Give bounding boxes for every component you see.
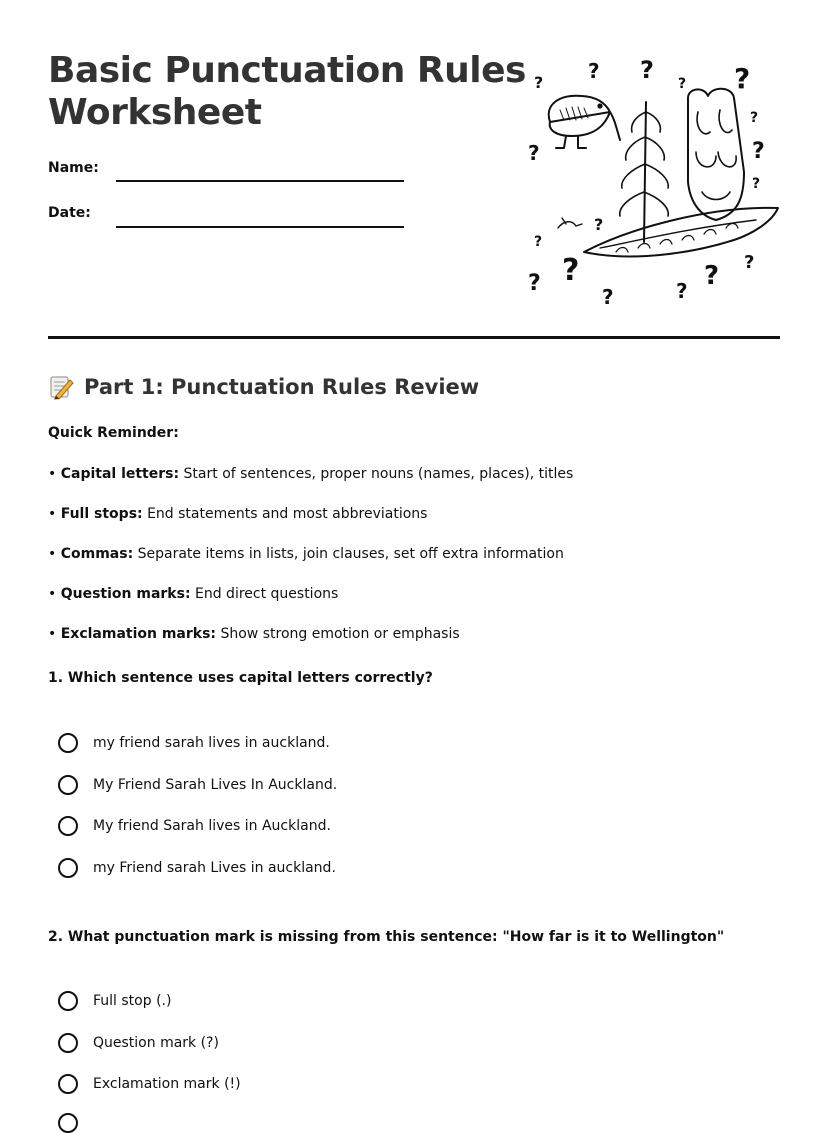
q2-option-b[interactable] [58,1033,219,1053]
small-bird-icon [558,218,582,228]
bullet: • [48,586,57,602]
kiwi-bird-icon [549,96,620,140]
question-mark-icon: ? [734,62,751,95]
question-mark-icon: ? [752,139,765,164]
radio-button[interactable] [58,858,78,878]
radio-button[interactable] [58,991,78,1011]
option-label: my friend sarah lives in auckland. [93,735,330,751]
reminder-term: Question marks: [60,586,191,602]
bullet: • [48,466,57,482]
option-label: Question mark (?) [93,1035,219,1051]
q1-option-b[interactable] [58,775,337,795]
question-mark-icon: ? [594,215,604,234]
name-label: Name: [48,160,99,176]
reminder-item [48,546,564,562]
name-line[interactable] [116,180,404,182]
radio-button[interactable] [58,816,78,836]
question-mark-icon: ? [562,253,580,288]
reminder-term: Exclamation marks: [60,626,217,642]
question-mark-icon: ? [528,271,541,296]
bullet: • [48,506,57,522]
bullet: • [48,626,57,642]
reminder-desc: End direct questions [190,586,339,602]
kiwi-fern-carving-illustration [520,52,792,314]
question-mark-icon: ? [704,261,720,291]
question-2: 2. What punctuation mark is missing from this sentence: "How far is it to Wellington" [48,929,725,945]
reminder-item [48,626,460,642]
question-mark-icon: ? [588,59,600,83]
question-1: 1. Which sentence uses capital letters correctly? [48,670,433,686]
question-mark-icon: ? [602,285,614,309]
q1-option-c[interactable] [58,816,331,836]
q2-option-a[interactable] [58,991,171,1011]
option-label: my Friend sarah Lives in auckland. [93,860,336,876]
reminder-desc: Show strong emotion or emphasis [216,626,460,642]
question-mark-icon: ? [640,56,654,84]
radio-button[interactable] [58,1113,78,1133]
reminder-term: Capital letters: [60,466,180,482]
q2-option-c[interactable] [58,1074,241,1094]
option-label: My Friend Sarah Lives In Auckland. [93,777,338,793]
option-label: Exclamation mark (!) [93,1076,241,1092]
reminder-desc: Start of sentences, proper nouns (names, places), titles [179,466,574,482]
date-label: Date: [48,205,91,221]
worksheet-title [48,50,526,134]
reminder-item [48,466,573,482]
reminder-heading: Quick Reminder: [48,425,179,441]
reminder-term: Commas: [60,546,134,562]
question-mark-icon: ? [752,176,761,192]
radio-button[interactable] [58,1074,78,1094]
date-line[interactable] [116,226,404,228]
question-mark-icon: ? [528,141,540,165]
question-mark-icon: ? [750,110,759,126]
question-mark-icon: ? [534,73,544,92]
radio-button[interactable] [58,775,78,795]
q1-option-d[interactable] [58,858,336,878]
radio-button[interactable] [58,733,78,753]
reminder-term: Full stops: [60,506,143,522]
section-title-text: Part 1: Punctuation Rules Review [84,375,480,399]
reminder-item [48,506,427,522]
question-mark-icon: ? [676,279,688,303]
q2-option-d[interactable] [58,1113,93,1133]
option-label: Full stop (.) [93,993,172,1009]
pencil-memo-icon [48,374,74,400]
question-mark-icon: ? [744,252,755,273]
radio-button[interactable] [58,1033,78,1053]
reminder-item [48,586,338,602]
section-title [48,374,479,400]
title-line-2: Worksheet [48,92,262,133]
reminder-desc: Separate items in lists, join clauses, set off extra information [133,546,564,562]
question-mark-icon: ? [534,234,543,250]
section-divider [48,336,780,339]
fern-icon [644,102,646,242]
bullet: • [48,546,57,562]
reminder-desc: End statements and most abbreviations [142,506,428,522]
question-mark-icon: ? [678,76,687,92]
title-line-1: Basic Punctuation Rules [48,50,526,91]
q1-option-a[interactable] [58,733,330,753]
option-label: My friend Sarah lives in Auckland. [93,818,331,834]
